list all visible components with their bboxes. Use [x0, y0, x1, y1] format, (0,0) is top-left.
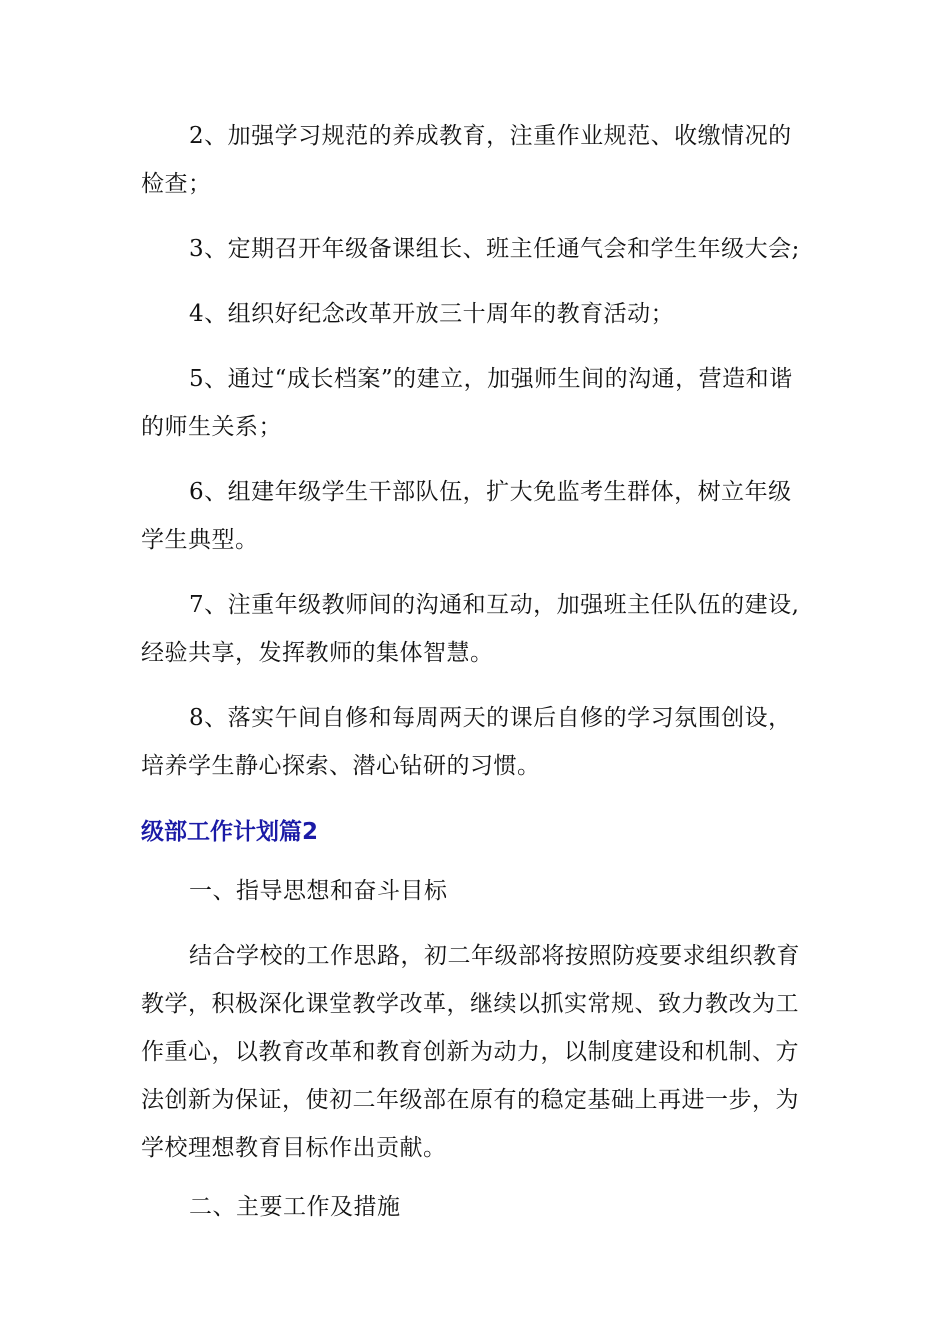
- list-item-8: 8、落实午间自修和每周两天的课后自修的学习氛围创设，培养学生静心探索、潜心钻研的习惯。: [141, 705, 792, 779]
- document-body: [141, 112, 813, 1231]
- section-subheading-guiding: 一、指导思想和奋斗目标: [189, 878, 448, 904]
- list-item-7: 7、注重年级教师间的沟通和互动，加强班主任队伍的建设,经验共享，发挥教师的集体智慧。: [141, 592, 800, 666]
- list-item-2: 2、加强学习规范的养成教育，注重作业规范、收缴情况的检查；: [141, 123, 792, 197]
- section-heading: 级部工作计划篇2: [141, 819, 319, 845]
- list-item-3: 3、定期召开年级备课组长、班主任通气会和学生年级大会;: [189, 236, 800, 262]
- list-item-5: 5、通过“成长档案”的建立，加强师生间的沟通，营造和谐的师生关系；: [141, 366, 793, 440]
- section-subheading-measures: 二、主要工作及措施: [189, 1194, 401, 1220]
- list-item-4: 4、组织好纪念改革开放三十周年的教育活动；: [189, 301, 675, 327]
- section-paragraph: 结合学校的工作思路，初二年级部将按照防疫要求组织教育教学，积极深化课堂教学改革，继续以抓实常规、致力教改为工作重心，以教育改革和教育创新为动力，以制度建设和机制、方法创新为保证，使初二年级部在原有的稳定基础上再进一步，为学校理想教育目标作出贡献。: [141, 943, 800, 1161]
- list-item-6: 6、组建年级学生干部队伍，扩大免监考生群体，树立年级学生典型。: [141, 479, 792, 553]
